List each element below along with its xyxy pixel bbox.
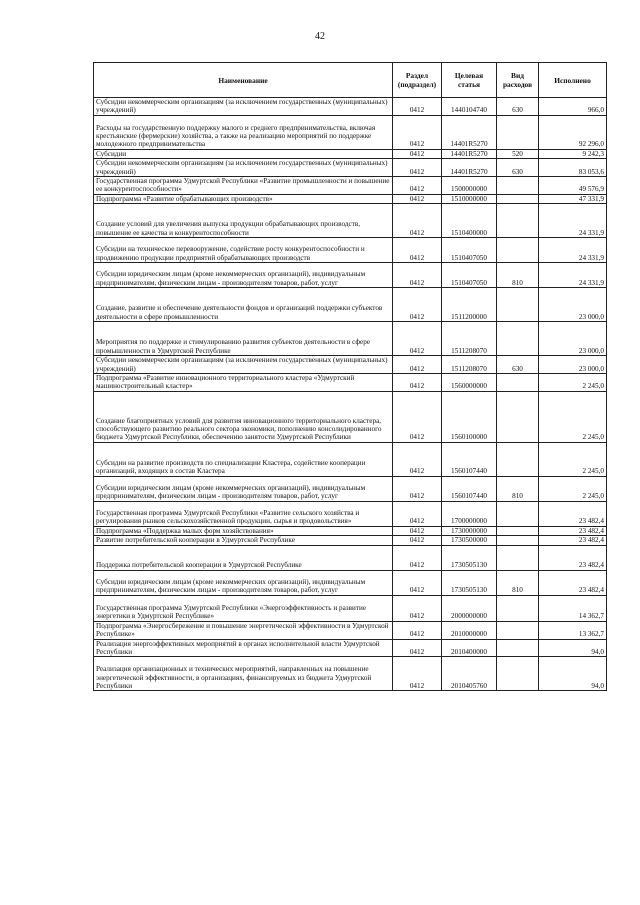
cell-target: 2010000000 bbox=[442, 621, 497, 639]
table-row bbox=[94, 476, 607, 501]
cell-executed: 23 482,4 bbox=[539, 501, 607, 526]
cell-type bbox=[497, 442, 539, 476]
cell-target: 1440104740 bbox=[442, 98, 497, 116]
table-row bbox=[94, 657, 607, 691]
cell-name: Подпрограмма «Развитие инновационного территориального кластера «Удмуртский машиностроительный кластер» bbox=[94, 374, 393, 392]
cell-section: 0412 bbox=[393, 526, 442, 535]
cell-type bbox=[497, 238, 539, 263]
cell-section: 0412 bbox=[393, 657, 442, 691]
cell-target: 1730505130 bbox=[442, 570, 497, 595]
table-row bbox=[94, 177, 607, 195]
table-row bbox=[94, 639, 607, 657]
cell-type bbox=[497, 501, 539, 526]
cell-executed: 49 576,9 bbox=[539, 177, 607, 195]
cell-executed: 23 000,0 bbox=[539, 356, 607, 374]
header-type: Вид расходов bbox=[497, 63, 539, 98]
cell-executed: 23 482,4 bbox=[539, 545, 607, 570]
cell-section: 0412 bbox=[393, 501, 442, 526]
cell-name: Государственная программа Удмуртской Республики «Развитие промышленности и повышение ее конкурентоспособности» bbox=[94, 177, 393, 195]
cell-type bbox=[497, 536, 539, 545]
cell-name: Создание условий для увеличения выпуска продукции обрабатывающих производств, повышение ее качества и конкурентоспособности bbox=[94, 204, 393, 238]
cell-name: Субсидии bbox=[94, 149, 393, 158]
cell-type bbox=[497, 322, 539, 356]
cell-target: 1560107440 bbox=[442, 442, 497, 476]
cell-section: 0412 bbox=[393, 536, 442, 545]
cell-target: 14401R5270 bbox=[442, 149, 497, 158]
cell-executed: 2 245,0 bbox=[539, 442, 607, 476]
cell-type bbox=[497, 374, 539, 392]
table-header-row bbox=[94, 63, 607, 98]
cell-executed: 2 245,0 bbox=[539, 391, 607, 442]
header-name: Наименование bbox=[94, 63, 393, 98]
cell-executed: 24 331,9 bbox=[539, 204, 607, 238]
cell-name: Создание благоприятных условий для развития инновационного территориального кластера, способствующего развитию реального сектора экономики, пополнению консолидированного бюджета Удмуртской Республики, обеспечению занятости Удмуртской Республики bbox=[94, 391, 393, 442]
table-row bbox=[94, 263, 607, 288]
cell-section: 0412 bbox=[393, 159, 442, 177]
cell-section: 0412 bbox=[393, 177, 442, 195]
cell-section: 0412 bbox=[393, 149, 442, 158]
cell-target: 2010405760 bbox=[442, 657, 497, 691]
cell-name: Реализация организационных и технических мероприятий, направленных на повышение энергетической эффективности, в организациях, финансируемых из бюджета Удмуртской Республики bbox=[94, 657, 393, 691]
cell-executed: 966,0 bbox=[539, 98, 607, 116]
cell-target: 1730505130 bbox=[442, 545, 497, 570]
page-number: 42 bbox=[315, 31, 325, 42]
table-row bbox=[94, 238, 607, 263]
cell-type bbox=[497, 288, 539, 322]
cell-type bbox=[497, 545, 539, 570]
table-row bbox=[94, 98, 607, 116]
cell-section: 0412 bbox=[393, 639, 442, 657]
cell-executed: 14 362,7 bbox=[539, 595, 607, 621]
cell-name: Субсидии на техническое перевооружение, содействие росту конкурентоспособности и продвижению продукции предприятий обрабатывающих производств bbox=[94, 238, 393, 263]
cell-executed: 23 482,4 bbox=[539, 526, 607, 535]
cell-section: 0412 bbox=[393, 238, 442, 263]
cell-type: 810 bbox=[497, 570, 539, 595]
cell-executed: 23 482,4 bbox=[539, 536, 607, 545]
cell-target: 1560000000 bbox=[442, 374, 497, 392]
table-row bbox=[94, 159, 607, 177]
cell-target: 1510400000 bbox=[442, 204, 497, 238]
header-executed: Исполнено bbox=[539, 63, 607, 98]
cell-section: 0412 bbox=[393, 322, 442, 356]
cell-type: 810 bbox=[497, 476, 539, 501]
cell-section: 0412 bbox=[393, 570, 442, 595]
cell-executed: 2 245,0 bbox=[539, 374, 607, 392]
cell-section: 0412 bbox=[393, 595, 442, 621]
cell-type: 630 bbox=[497, 159, 539, 177]
cell-executed: 94,0 bbox=[539, 639, 607, 657]
cell-target: 1510407050 bbox=[442, 263, 497, 288]
cell-type bbox=[497, 177, 539, 195]
cell-type bbox=[497, 595, 539, 621]
cell-executed: 9 242,3 bbox=[539, 149, 607, 158]
cell-section: 0412 bbox=[393, 476, 442, 501]
cell-type: 810 bbox=[497, 263, 539, 288]
cell-target: 1560107440 bbox=[442, 476, 497, 501]
cell-name: Государственная программа Удмуртской Республики «Развитие сельского хозяйства и регулирования рынков сельскохозяйственной продукции, сырья и продовольствия» bbox=[94, 501, 393, 526]
cell-name: Реализация энергоэффективных мероприятий в органах исполнительной власти Удмуртской Республики bbox=[94, 639, 393, 657]
cell-target: 1500000000 bbox=[442, 177, 497, 195]
cell-target: 1511208070 bbox=[442, 322, 497, 356]
table-row bbox=[94, 526, 607, 535]
cell-section: 0412 bbox=[393, 356, 442, 374]
cell-executed: 2 245,0 bbox=[539, 476, 607, 501]
cell-target: 2000000000 bbox=[442, 595, 497, 621]
table-row bbox=[94, 322, 607, 356]
cell-executed: 94,0 bbox=[539, 657, 607, 691]
cell-section: 0412 bbox=[393, 621, 442, 639]
cell-target: 14401R5270 bbox=[442, 115, 497, 149]
cell-target: 1560100000 bbox=[442, 391, 497, 442]
table-row bbox=[94, 595, 607, 621]
cell-target: 2010400000 bbox=[442, 639, 497, 657]
cell-name: Субсидии юридическим лицам (кроме некоммерческих организаций), индивидуальным предпринимателям, физическим лицам - производителям товаров, работ, услуг bbox=[94, 263, 393, 288]
cell-type bbox=[497, 115, 539, 149]
cell-section: 0412 bbox=[393, 545, 442, 570]
cell-name: Субсидии некоммерческим организациям (за исключением государственных (муниципальных) учреждений) bbox=[94, 159, 393, 177]
table-row bbox=[94, 115, 607, 149]
cell-name: Субсидии некоммерческим организациям (за исключением государственных (муниципальных) учреждений) bbox=[94, 356, 393, 374]
cell-section: 0412 bbox=[393, 204, 442, 238]
cell-target: 1511208070 bbox=[442, 356, 497, 374]
cell-name: Мероприятия по поддержке и стимулированию развития субъектов деятельности в сфере промышленности в Удмуртской Республике bbox=[94, 322, 393, 356]
cell-section: 0412 bbox=[393, 288, 442, 322]
cell-name: Подпрограмма «Энергосбережение и повышение энергетической эффективности в Удмуртской Республике» bbox=[94, 621, 393, 639]
budget-table bbox=[93, 62, 607, 691]
cell-section: 0412 bbox=[393, 98, 442, 116]
cell-type bbox=[497, 621, 539, 639]
cell-type bbox=[497, 391, 539, 442]
cell-name: Субсидии юридическим лицам (кроме некоммерческих организаций), индивидуальным предпринимателям, физическим лицам - производителям товаров, работ, услуг bbox=[94, 476, 393, 501]
cell-name: Расходы на государственную поддержку малого и среднего предпринимательства, включая крестьянские (фермерские) хозяйства, а также на реализацию мероприятий по поддержке молодежного предпринимательства bbox=[94, 115, 393, 149]
table-row bbox=[94, 545, 607, 570]
table-row bbox=[94, 149, 607, 158]
cell-type bbox=[497, 526, 539, 535]
table-row bbox=[94, 204, 607, 238]
table-row bbox=[94, 194, 607, 203]
cell-type bbox=[497, 639, 539, 657]
table-row bbox=[94, 356, 607, 374]
cell-type: 630 bbox=[497, 356, 539, 374]
cell-section: 0412 bbox=[393, 263, 442, 288]
table-row bbox=[94, 391, 607, 442]
cell-type bbox=[497, 657, 539, 691]
cell-target: 1511200000 bbox=[442, 288, 497, 322]
cell-name: Субсидии некоммерческим организациям (за исключением государственных (муниципальных) учреждений) bbox=[94, 98, 393, 116]
cell-section: 0412 bbox=[393, 391, 442, 442]
table-row bbox=[94, 621, 607, 639]
cell-name: Субсидии на развитие производств по специализации Кластера, содействие кооперации организаций, входящих в состав Кластера bbox=[94, 442, 393, 476]
cell-executed: 13 362,7 bbox=[539, 621, 607, 639]
cell-executed: 23 000,0 bbox=[539, 322, 607, 356]
cell-executed: 23 000,0 bbox=[539, 288, 607, 322]
cell-target: 1510407050 bbox=[442, 238, 497, 263]
cell-name: Развитие потребительской кооперации в Удмуртской Республике bbox=[94, 536, 393, 545]
cell-type bbox=[497, 194, 539, 203]
cell-name: Создание, развитие и обеспечение деятельности фондов и организаций поддержки субъектов деятельности в сфере промышленности bbox=[94, 288, 393, 322]
table-row bbox=[94, 536, 607, 545]
table-row bbox=[94, 374, 607, 392]
cell-section: 0412 bbox=[393, 115, 442, 149]
table-row bbox=[94, 288, 607, 322]
table-row bbox=[94, 501, 607, 526]
header-section: Раздел (подраздел) bbox=[393, 63, 442, 98]
cell-section: 0412 bbox=[393, 374, 442, 392]
cell-target: 14401R5270 bbox=[442, 159, 497, 177]
cell-type bbox=[497, 204, 539, 238]
cell-executed: 23 482,4 bbox=[539, 570, 607, 595]
cell-target: 1700000000 bbox=[442, 501, 497, 526]
cell-type: 520 bbox=[497, 149, 539, 158]
table-row bbox=[94, 570, 607, 595]
cell-type: 630 bbox=[497, 98, 539, 116]
cell-name: Государственная программа Удмуртской Республики «Энергоэффективность и развитие энергетики в Удмуртской Республике» bbox=[94, 595, 393, 621]
cell-executed: 47 331,9 bbox=[539, 194, 607, 203]
cell-executed: 92 296,0 bbox=[539, 115, 607, 149]
cell-name: Субсидии юридическим лицам (кроме некоммерческих организаций), индивидуальным предпринимателям, физическим лицам - производителям товаров, работ, услуг bbox=[94, 570, 393, 595]
cell-name: Подпрограмма «Поддержка малых форм хозяйствования» bbox=[94, 526, 393, 535]
table-row bbox=[94, 442, 607, 476]
cell-target: 1730000000 bbox=[442, 526, 497, 535]
cell-executed: 83 053,6 bbox=[539, 159, 607, 177]
cell-executed: 24 331,9 bbox=[539, 263, 607, 288]
cell-section: 0412 bbox=[393, 194, 442, 203]
cell-name: Поддержка потребительской кооперации в Удмуртской Республике bbox=[94, 545, 393, 570]
cell-section: 0412 bbox=[393, 442, 442, 476]
header-target: Целевая статья bbox=[442, 63, 497, 98]
cell-name: Подпрограмма «Развитие обрабатывающих производств» bbox=[94, 194, 393, 203]
cell-executed: 24 331,9 bbox=[539, 238, 607, 263]
cell-target: 1730500000 bbox=[442, 536, 497, 545]
cell-target: 1510000000 bbox=[442, 194, 497, 203]
